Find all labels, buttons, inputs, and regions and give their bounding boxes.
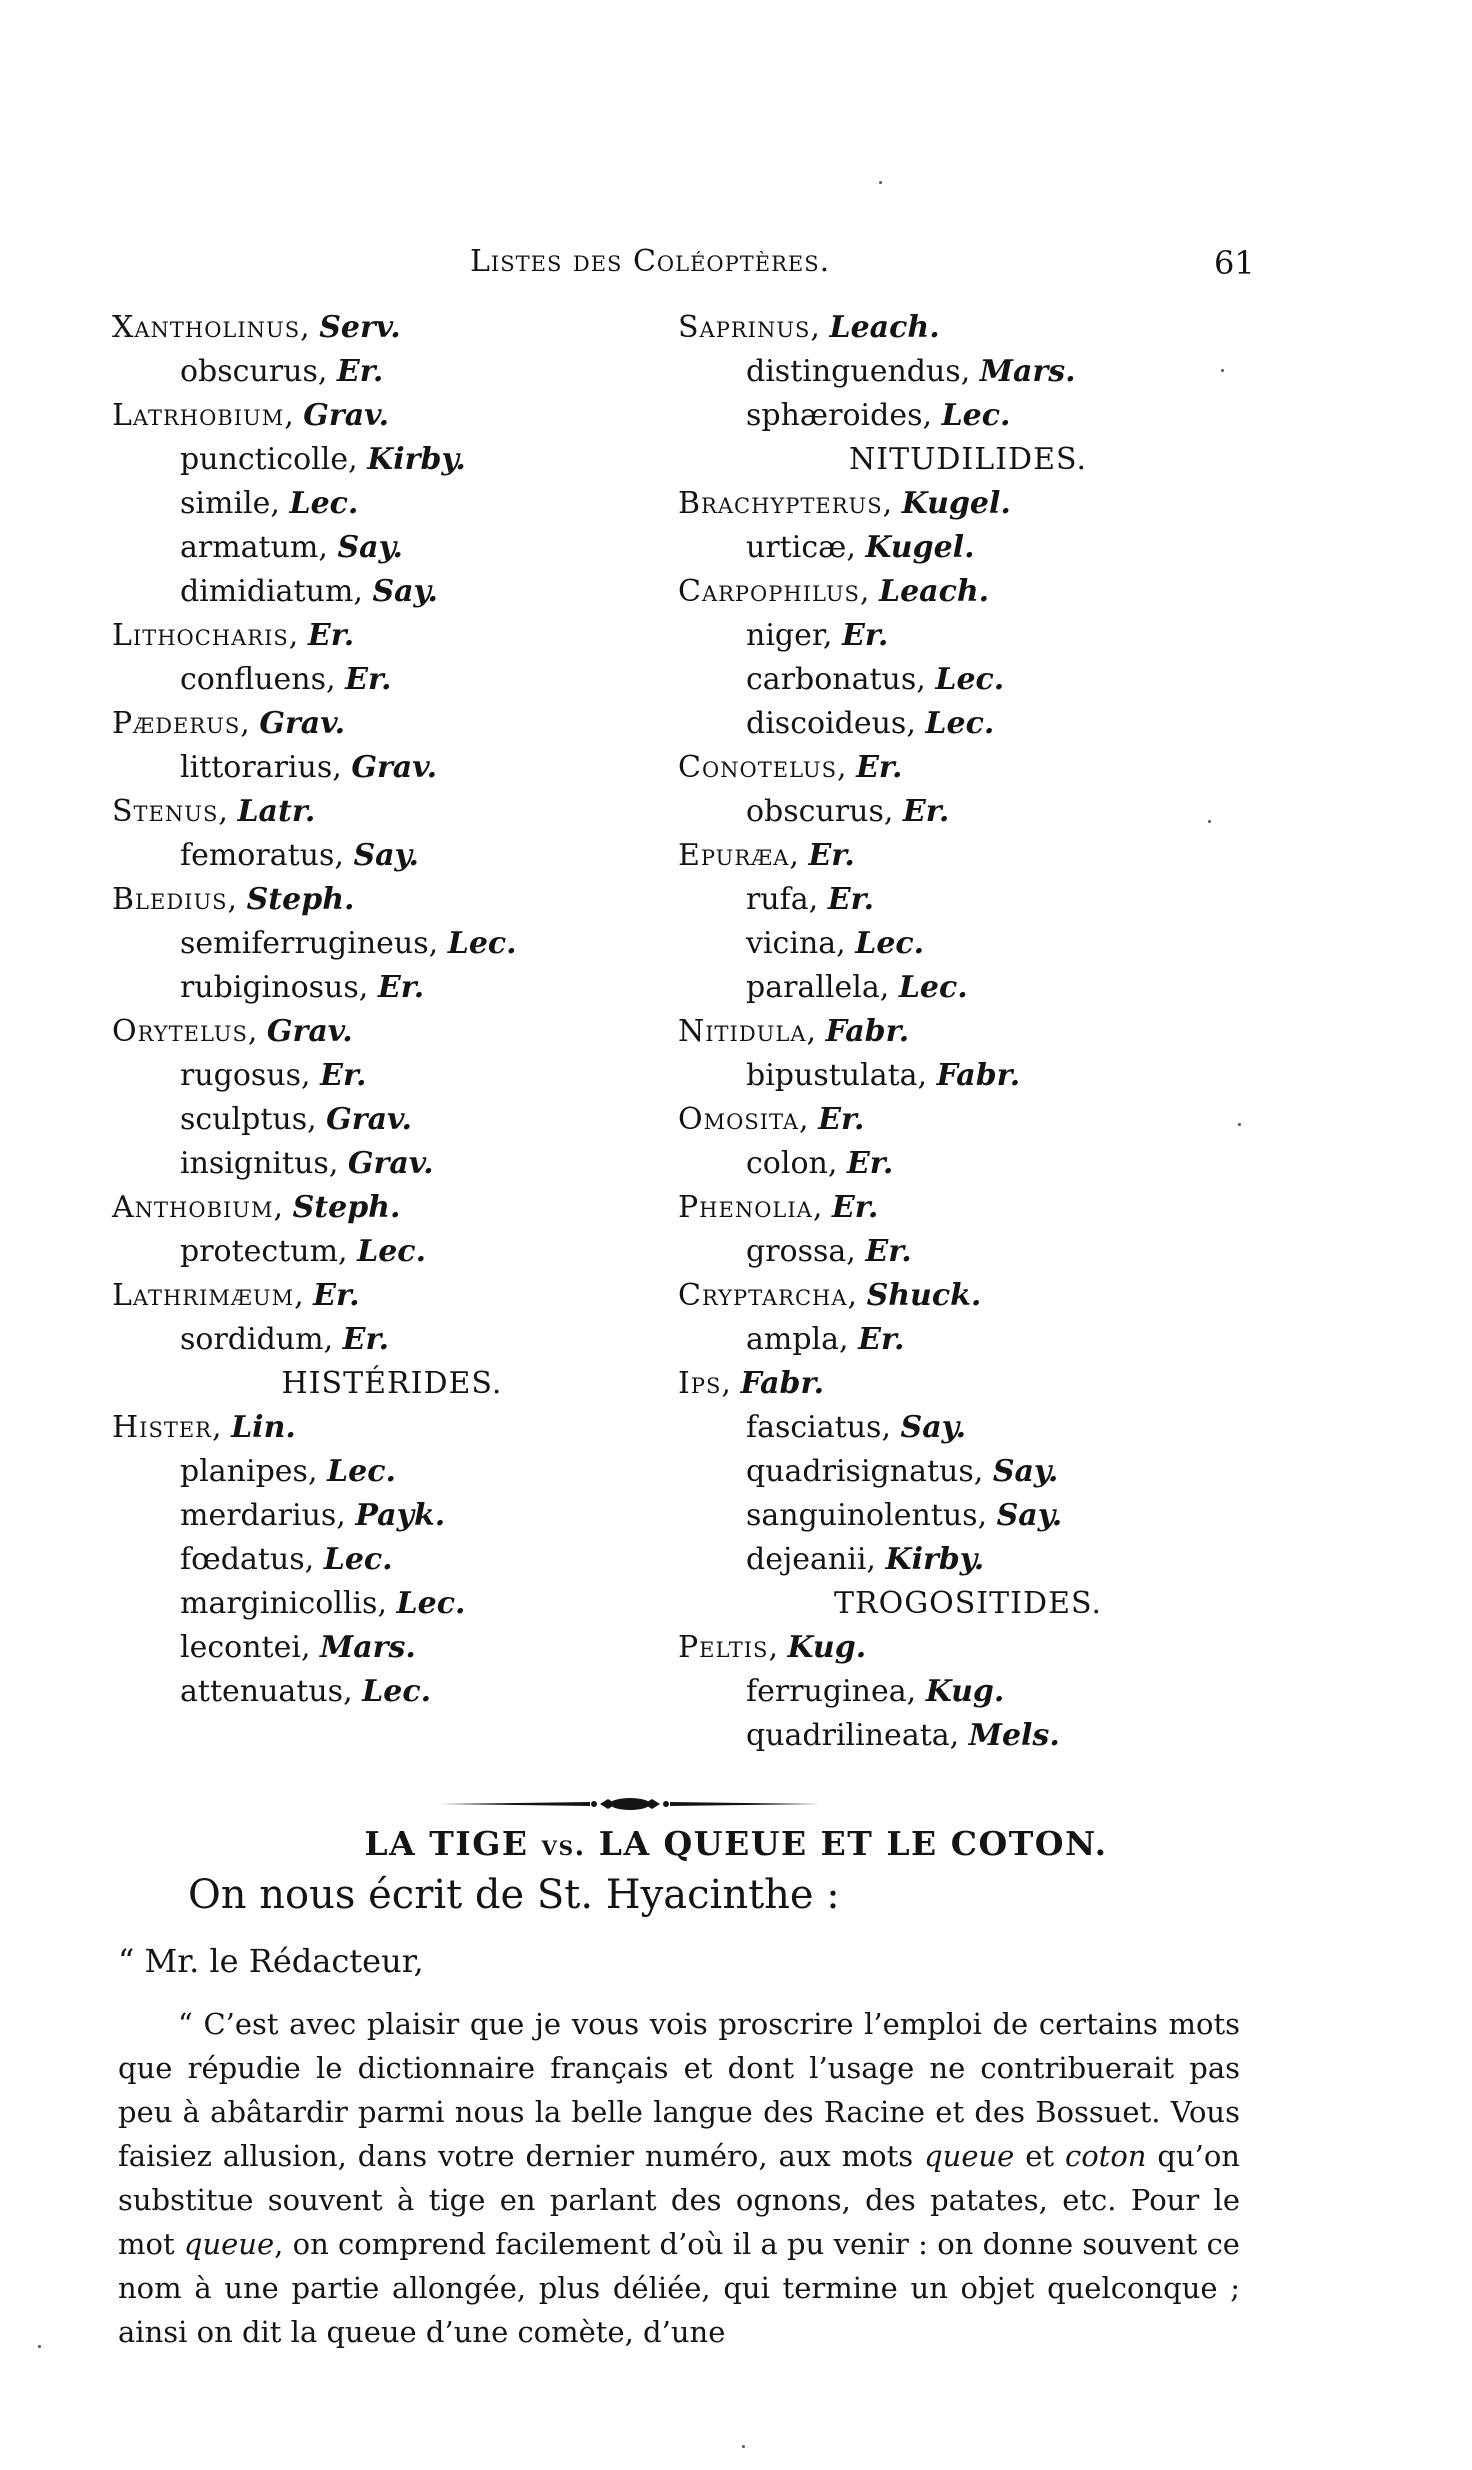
separator: , bbox=[922, 398, 942, 433]
separator: , bbox=[822, 618, 842, 653]
print-speck bbox=[742, 2445, 745, 2448]
family-name: TROGOSITIDES. bbox=[834, 1586, 1102, 1621]
author-name: Fabr. bbox=[936, 1058, 1021, 1093]
author-name: Er. bbox=[336, 354, 384, 389]
separator: , bbox=[836, 926, 856, 961]
species-name: carbonatus bbox=[746, 662, 917, 697]
species-entry bbox=[112, 570, 672, 614]
author-name: Kugel. bbox=[901, 486, 1011, 521]
author-name: Grav. bbox=[303, 398, 390, 433]
genus-name: Stenus bbox=[112, 794, 219, 829]
genus-entry bbox=[678, 570, 1258, 614]
family-heading bbox=[678, 438, 1258, 482]
species-name: obscurus bbox=[746, 794, 884, 829]
separator: , bbox=[859, 574, 879, 609]
genus-entry bbox=[678, 306, 1258, 350]
species-name: niger bbox=[746, 618, 823, 653]
separator: , bbox=[768, 1630, 788, 1665]
species-name: planipes bbox=[180, 1454, 308, 1489]
species-name: fœdatus bbox=[180, 1542, 305, 1577]
species-entry bbox=[112, 1582, 672, 1626]
species-entry bbox=[112, 1538, 672, 1582]
species-entry bbox=[678, 966, 1258, 1010]
genus-name: Omosita bbox=[678, 1102, 800, 1137]
species-entry bbox=[678, 1670, 1258, 1714]
genus-name: Cryptarcha bbox=[678, 1278, 848, 1313]
author-name: Mels. bbox=[968, 1718, 1060, 1753]
separator: , bbox=[301, 1058, 321, 1093]
left-column-species-list bbox=[112, 306, 672, 1714]
species-entry bbox=[678, 1538, 1258, 1582]
author-name: Lec. bbox=[855, 926, 925, 961]
species-name: quadrisignatus bbox=[746, 1454, 974, 1489]
author-name: Say. bbox=[353, 838, 419, 873]
separator: , bbox=[358, 970, 378, 1005]
author-name: Say. bbox=[992, 1454, 1059, 1489]
print-speck bbox=[1221, 369, 1224, 372]
species-name: sphæroides bbox=[746, 398, 923, 433]
author-name: Say. bbox=[372, 574, 438, 609]
species-name: puncticolle bbox=[180, 442, 349, 477]
separator: , bbox=[273, 1190, 293, 1225]
separator: , bbox=[336, 1498, 356, 1533]
print-speck bbox=[38, 2345, 41, 2348]
species-name: rugosus bbox=[180, 1058, 302, 1093]
author-name: Er. bbox=[342, 1322, 390, 1357]
author-name: Lec. bbox=[925, 706, 995, 741]
species-entry bbox=[678, 526, 1258, 570]
article-intro: On nous écrit de St. Hyacinthe : bbox=[188, 1872, 840, 1918]
separator: , bbox=[348, 442, 368, 477]
genus-entry bbox=[678, 482, 1258, 526]
genus-entry bbox=[112, 1186, 672, 1230]
species-entry bbox=[678, 658, 1258, 702]
author-name: Grav. bbox=[347, 1146, 434, 1181]
species-name: semiferrugineus bbox=[180, 926, 429, 961]
paragraph-text: qu’on substitue souvent à tige en parlant des ognons, des patates, etc. Pour le mot bbox=[118, 2139, 1240, 2261]
separator: , bbox=[304, 1542, 324, 1577]
separator: , bbox=[846, 1234, 866, 1269]
species-name: sculptus bbox=[180, 1102, 308, 1137]
separator: , bbox=[307, 1102, 327, 1137]
separator: , bbox=[721, 1366, 741, 1401]
author-name: Lin. bbox=[231, 1410, 296, 1445]
genus-entry bbox=[112, 1274, 672, 1318]
species-entry bbox=[112, 922, 672, 966]
separator: , bbox=[916, 662, 936, 697]
species-name: protectum bbox=[180, 1234, 339, 1269]
article-headline bbox=[0, 1824, 1472, 1863]
species-name: rufa bbox=[746, 882, 809, 917]
separator: , bbox=[906, 1674, 926, 1709]
genus-name: Hister bbox=[112, 1410, 212, 1445]
separator: , bbox=[812, 1190, 832, 1225]
genus-name: Saprinus bbox=[678, 310, 811, 345]
species-entry bbox=[112, 1626, 672, 1670]
species-name: urticæ bbox=[746, 530, 847, 565]
genus-entry bbox=[112, 702, 672, 746]
species-entry bbox=[112, 438, 672, 482]
genus-entry bbox=[678, 1098, 1258, 1142]
emphasized-word: queue bbox=[924, 2139, 1015, 2173]
species-entry bbox=[678, 350, 1258, 394]
separator: , bbox=[332, 750, 352, 785]
genus-name: Epuræa bbox=[678, 838, 790, 873]
separator: , bbox=[270, 486, 290, 521]
page-number: 61 bbox=[1214, 244, 1255, 282]
genus-entry bbox=[112, 614, 672, 658]
separator: , bbox=[334, 838, 354, 873]
separator: , bbox=[227, 882, 247, 917]
separator: , bbox=[960, 354, 980, 389]
separator: , bbox=[307, 1454, 328, 1489]
species-entry bbox=[112, 1230, 672, 1274]
separator: , bbox=[353, 574, 373, 609]
author-name: Er. bbox=[846, 1146, 894, 1181]
genus-name: Pæderus bbox=[112, 706, 241, 741]
separator: , bbox=[428, 926, 448, 961]
headline-part-queue-coton: LA QUEUE ET LE COTON. bbox=[598, 1824, 1108, 1863]
species-name: quadrilineata bbox=[746, 1718, 950, 1753]
species-name: obscurus bbox=[180, 354, 318, 389]
family-name: NITUDILIDES. bbox=[848, 442, 1088, 477]
separator: , bbox=[881, 1410, 901, 1445]
emphasized-word: coton bbox=[1064, 2139, 1147, 2173]
author-name: Lec. bbox=[898, 970, 968, 1005]
separator: , bbox=[288, 618, 308, 653]
genus-name: Nitidula bbox=[678, 1014, 807, 1049]
author-name: Er. bbox=[320, 1058, 367, 1093]
print-speck bbox=[1208, 820, 1211, 823]
separator: , bbox=[949, 1718, 969, 1753]
genus-entry bbox=[112, 878, 672, 922]
separator: , bbox=[294, 1278, 314, 1313]
author-name: Grav. bbox=[351, 750, 438, 785]
author-name: Lec. bbox=[362, 1674, 432, 1709]
separator: , bbox=[377, 1586, 397, 1621]
separator: , bbox=[328, 1146, 348, 1181]
letter-paragraph bbox=[118, 2002, 1240, 2354]
author-name: Lec. bbox=[327, 1454, 396, 1489]
species-name: attenuatus bbox=[180, 1674, 344, 1709]
separator: , bbox=[839, 1322, 859, 1357]
species-name: dejeanii bbox=[746, 1542, 867, 1577]
author-name: Leach. bbox=[878, 574, 990, 609]
species-entry bbox=[678, 1714, 1258, 1758]
separator: , bbox=[218, 794, 238, 829]
separator: , bbox=[808, 882, 828, 917]
species-entry bbox=[112, 1142, 672, 1186]
author-name: Grav. bbox=[259, 706, 346, 741]
family-heading bbox=[112, 1362, 672, 1406]
right-column-species-list bbox=[678, 306, 1258, 1758]
emphasized-word: queue bbox=[183, 2227, 275, 2261]
author-name: Leach. bbox=[829, 310, 940, 345]
author-name: Er. bbox=[902, 794, 950, 829]
species-name: simile bbox=[180, 486, 271, 521]
species-name: sanguinolentus bbox=[746, 1498, 978, 1533]
species-entry bbox=[112, 1054, 672, 1098]
genus-name: Brachypterus bbox=[678, 486, 883, 521]
species-entry bbox=[678, 702, 1258, 746]
species-name: rubiginosus bbox=[180, 970, 359, 1005]
species-name: sordidum bbox=[180, 1322, 324, 1357]
genus-entry bbox=[112, 1010, 672, 1054]
separator: , bbox=[906, 706, 926, 741]
species-name: femoratus bbox=[180, 838, 335, 873]
author-name: Kugel. bbox=[865, 530, 975, 565]
author-name: Steph. bbox=[246, 882, 355, 917]
separator: , bbox=[318, 530, 338, 565]
species-name: merdarius bbox=[180, 1498, 337, 1533]
genus-entry bbox=[678, 1362, 1258, 1406]
author-name: Steph. bbox=[292, 1190, 401, 1225]
genus-name: Conotelus bbox=[678, 750, 837, 785]
species-name: confluens bbox=[180, 662, 326, 697]
author-name: Er. bbox=[313, 1278, 360, 1313]
separator: , bbox=[212, 1410, 232, 1445]
headline-versus: vs. bbox=[541, 1829, 586, 1862]
separator: , bbox=[284, 398, 304, 433]
separator: , bbox=[789, 838, 809, 873]
print-speck bbox=[879, 181, 882, 184]
author-name: Er. bbox=[307, 618, 355, 653]
species-entry bbox=[678, 1406, 1258, 1450]
separator: , bbox=[973, 1454, 993, 1489]
genus-name: Xantholinus bbox=[112, 310, 301, 345]
species-name: bipustulata bbox=[746, 1058, 918, 1093]
species-entry bbox=[112, 1318, 672, 1362]
author-name: Er. bbox=[856, 750, 903, 785]
species-entry bbox=[112, 1494, 672, 1538]
author-name: Er. bbox=[377, 970, 425, 1005]
letter-salutation: “ Mr. le Rédacteur, bbox=[118, 1942, 424, 1980]
separator: , bbox=[317, 354, 337, 389]
genus-entry bbox=[678, 834, 1258, 878]
genus-entry bbox=[112, 394, 672, 438]
author-name: Er. bbox=[842, 618, 889, 653]
print-speck bbox=[1238, 1123, 1241, 1126]
author-name: Kirby. bbox=[885, 1542, 985, 1577]
author-name: Er. bbox=[865, 1234, 912, 1269]
family-heading bbox=[678, 1582, 1258, 1626]
separator: , bbox=[810, 310, 830, 345]
separator: , bbox=[846, 530, 866, 565]
species-name: littorarius bbox=[180, 750, 333, 785]
genus-name: Lithocharis bbox=[112, 618, 289, 653]
genus-entry bbox=[112, 1406, 672, 1450]
species-entry bbox=[112, 526, 672, 570]
headline-part-tige: LA TIGE bbox=[364, 1824, 529, 1863]
author-name: Say. bbox=[337, 530, 404, 565]
species-entry bbox=[678, 1318, 1258, 1362]
species-name: vicina bbox=[746, 926, 837, 961]
species-name: dimidiatum bbox=[180, 574, 354, 609]
author-name: Er. bbox=[831, 1190, 879, 1225]
separator: , bbox=[300, 310, 320, 345]
genus-entry bbox=[678, 746, 1258, 790]
separator: , bbox=[323, 1322, 343, 1357]
author-name: Mars. bbox=[979, 354, 1076, 389]
author-name: Lec. bbox=[935, 662, 1005, 697]
genus-entry bbox=[112, 790, 672, 834]
genus-name: Lathrimæum bbox=[112, 1278, 295, 1313]
species-name: armatum bbox=[180, 530, 319, 565]
author-name: Fabr. bbox=[825, 1014, 910, 1049]
author-name: Kirby. bbox=[367, 442, 466, 477]
species-entry bbox=[678, 394, 1258, 438]
author-name: Say. bbox=[900, 1410, 967, 1445]
author-name: Kug. bbox=[787, 1630, 867, 1665]
author-name: Say. bbox=[996, 1498, 1063, 1533]
genus-entry bbox=[678, 1010, 1258, 1054]
genus-name: Anthobium bbox=[112, 1190, 274, 1225]
species-name: ampla bbox=[746, 1322, 840, 1357]
species-name: fasciatus bbox=[746, 1410, 882, 1445]
letter-body bbox=[118, 2002, 1240, 2354]
species-entry bbox=[678, 878, 1258, 922]
paragraph-text: et bbox=[1014, 2139, 1065, 2173]
author-name: Lec. bbox=[447, 926, 517, 961]
separator: , bbox=[338, 1234, 358, 1269]
separator: , bbox=[300, 1630, 321, 1665]
genus-name: Ips bbox=[678, 1366, 722, 1401]
species-entry bbox=[678, 1054, 1258, 1098]
author-name: Lec. bbox=[357, 1234, 427, 1269]
species-entry bbox=[112, 658, 672, 702]
species-name: insignitus bbox=[180, 1146, 329, 1181]
author-name: Er. bbox=[808, 838, 855, 873]
genus-name: Phenolia bbox=[678, 1190, 813, 1225]
paragraph-text: “ C’est avec plaisir que je vous vois proscrire l’emploi de certains mots que répudie le dictionnaire français et dont l’usage ne contribuerait pas peu à abâtardir parmi nous la belle langue des Racine et des Bossuet. Vous faisiez allusion, dans votre dernier numéro, aux mots bbox=[118, 2007, 1240, 2173]
separator: , bbox=[866, 1542, 886, 1577]
genus-name: Carpophilus bbox=[678, 574, 860, 609]
author-name: Lec. bbox=[941, 398, 1011, 433]
separator: , bbox=[977, 1498, 997, 1533]
species-entry bbox=[678, 790, 1258, 834]
family-name: HISTÉRIDES. bbox=[281, 1366, 503, 1401]
species-entry bbox=[112, 746, 672, 790]
separator: , bbox=[917, 1058, 937, 1093]
species-entry bbox=[678, 614, 1258, 658]
author-name: Er. bbox=[858, 1322, 905, 1357]
species-entry bbox=[112, 1670, 672, 1714]
genus-name: Orytelus bbox=[112, 1014, 248, 1049]
species-entry bbox=[678, 1494, 1258, 1538]
species-entry bbox=[112, 1450, 672, 1494]
species-entry bbox=[678, 1450, 1258, 1494]
author-name: Payk. bbox=[355, 1498, 446, 1533]
separator: , bbox=[326, 662, 346, 697]
genus-entry bbox=[678, 1274, 1258, 1318]
species-entry bbox=[678, 1142, 1258, 1186]
author-name: Er. bbox=[827, 882, 875, 917]
author-name: Er. bbox=[818, 1102, 865, 1137]
separator: , bbox=[882, 486, 902, 521]
paragraph-text: , on comprend facilement d’où il a pu venir : on donne souvent ce nom à une partie allongée, plus déliée, qui termine un objet quelconque ; ainsi on dit la queue d’une comète, d’une bbox=[118, 2227, 1240, 2349]
section-divider-ornament bbox=[440, 1794, 820, 1814]
species-entry bbox=[678, 922, 1258, 966]
species-entry bbox=[112, 482, 672, 526]
species-entry bbox=[112, 350, 672, 394]
species-entry bbox=[112, 966, 672, 1010]
author-name: Fabr. bbox=[740, 1366, 825, 1401]
author-name: Er. bbox=[345, 662, 392, 697]
species-entry bbox=[112, 834, 672, 878]
genus-entry bbox=[112, 306, 672, 350]
genus-name: Peltis bbox=[678, 1630, 769, 1665]
species-entry bbox=[678, 1230, 1258, 1274]
author-name: Lec. bbox=[323, 1542, 393, 1577]
separator: , bbox=[847, 1278, 867, 1313]
separator: , bbox=[879, 970, 899, 1005]
separator: , bbox=[247, 1014, 267, 1049]
separator: , bbox=[343, 1674, 363, 1709]
author-name: Latr. bbox=[237, 794, 316, 829]
species-name: lecontei bbox=[180, 1630, 301, 1665]
author-name: Lec. bbox=[289, 486, 359, 521]
author-name: Shuck. bbox=[866, 1278, 982, 1313]
species-name: parallela bbox=[746, 970, 880, 1005]
species-name: discoideus bbox=[746, 706, 907, 741]
genus-name: Bledius bbox=[112, 882, 228, 917]
author-name: Mars. bbox=[320, 1630, 416, 1665]
separator: , bbox=[806, 1014, 826, 1049]
author-name: Grav. bbox=[326, 1102, 412, 1137]
separator: , bbox=[827, 1146, 847, 1181]
genus-name: Latrhobium bbox=[112, 398, 285, 433]
species-name: colon bbox=[746, 1146, 828, 1181]
author-name: Lec. bbox=[396, 1586, 466, 1621]
running-title: Listes des Coléoptères. bbox=[470, 244, 831, 279]
author-name: Serv. bbox=[319, 310, 401, 345]
genus-entry bbox=[678, 1186, 1258, 1230]
species-name: grossa bbox=[746, 1234, 847, 1269]
separator: , bbox=[836, 750, 857, 785]
author-name: Grav. bbox=[266, 1014, 353, 1049]
separator: , bbox=[883, 794, 903, 829]
genus-entry bbox=[678, 1626, 1258, 1670]
author-name: Kug. bbox=[925, 1674, 1005, 1709]
species-entry bbox=[112, 1098, 672, 1142]
species-name: marginicollis bbox=[180, 1586, 378, 1621]
species-name: ferruginea bbox=[746, 1674, 907, 1709]
separator: , bbox=[240, 706, 260, 741]
separator: , bbox=[799, 1102, 819, 1137]
species-name: distinguendus bbox=[746, 354, 961, 389]
